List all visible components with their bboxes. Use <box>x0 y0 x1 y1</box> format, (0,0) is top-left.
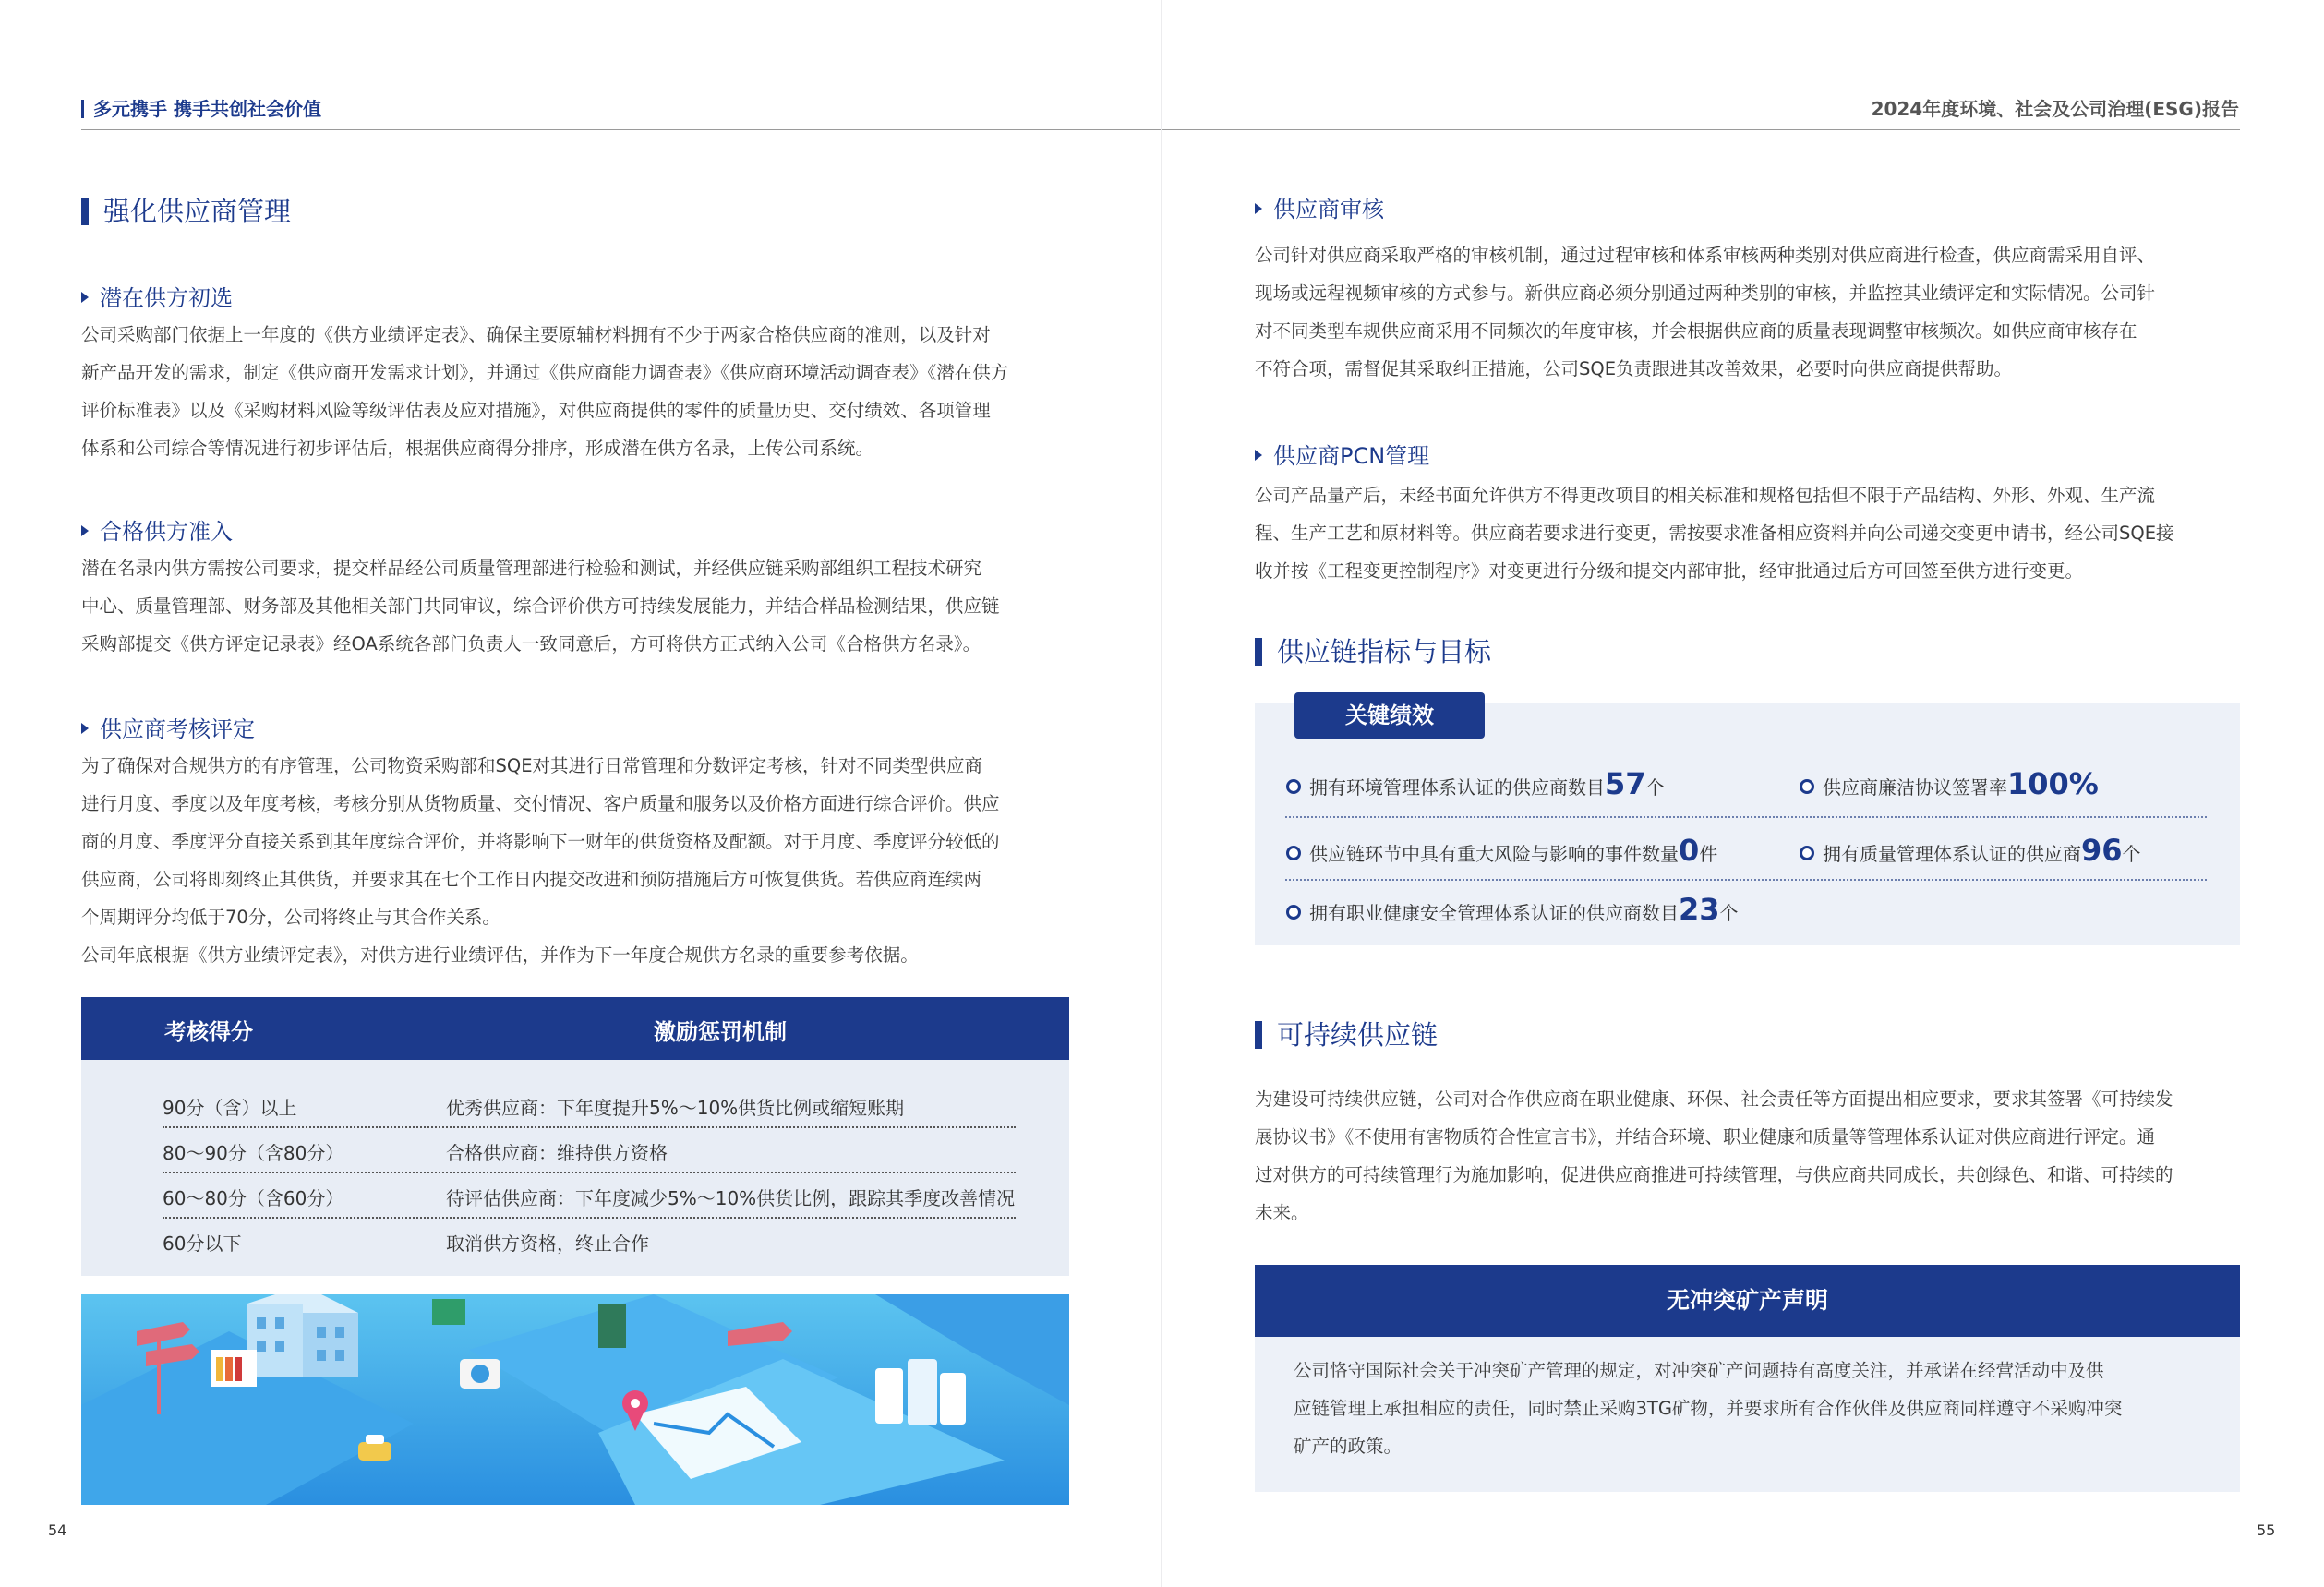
cell-mechanism: 优秀供应商：下年度提升5%～10%供货比例或缩短账期 <box>446 1097 905 1119</box>
title-bar <box>81 198 89 225</box>
text-line: 程、生产工艺和原材料等。供应商若要求进行变更，需按要求准备相应资料并向公司递交变更申请书，经公司SQE接 <box>1255 523 2174 544</box>
sub-title-text: 供应商PCN管理 <box>1273 443 1430 469</box>
sub-title-pcn <box>1255 438 1429 470</box>
kpi-label: 拥有质量管理体系认证的供应商 <box>1823 843 2081 865</box>
sub-title-audit <box>1255 191 1384 223</box>
paragraph-qualified <box>81 549 1069 663</box>
table-header <box>81 997 1069 1060</box>
text-line: 未来。 <box>1255 1202 1309 1223</box>
header-left-title <box>81 94 321 121</box>
text-line: 评价标准表》以及《采购材料风险等级评估表及应对措施》，对供应商提供的零件的质量历史、交付绩效、各项管理 <box>81 400 991 421</box>
table-row <box>163 1082 1016 1128</box>
text-line: 公司采购部门依据上一年度的《供方业绩评定表》、确保主要原辅材料拥有不少于两家合格供应商的准则，以及针对 <box>81 324 991 345</box>
triangle-bullet-icon <box>81 525 89 536</box>
text-line: 对不同类型车规供应商采用不同频次的年度审核，并会根据供应商的质量表现调整审核频次。如供应商审核存在 <box>1255 320 2137 342</box>
text-line: 收并按《工程变更控制程序》对变更进行分级和提交内部审批，经审批通过后方可回签至供方进行变更。 <box>1255 560 2084 582</box>
text-line: 公司针对供应商采取严格的审核机制，通过过程审核和体系审核两种类别对供应商进行检查，供应商需采用自评、 <box>1255 245 2156 266</box>
kpi-value: 96 <box>2081 833 2123 868</box>
cell-score: 90分（含）以上 <box>163 1097 297 1119</box>
kpi-divider <box>1285 816 2207 818</box>
kpi-item <box>1800 766 2099 801</box>
text-line: 商的月度、季度评分直接关系到其年度综合评价，并将影响下一财年的供货资格及配额。对于月度、季度评分较低的 <box>81 831 1000 852</box>
kpi-item <box>1286 833 1717 868</box>
kpi-unit: 件 <box>1699 843 1718 865</box>
cell-score: 60～80分（含60分） <box>163 1187 344 1209</box>
sub-title-text: 潜在供方初选 <box>100 285 233 311</box>
text-line: 公司年底根据《供方业绩评定表》，对供方进行业绩评估，并作为下一年度合规供方名录的重要参考依据。 <box>81 944 919 966</box>
table-row <box>163 1127 1016 1173</box>
cell-mechanism: 待评估供应商：下年度减少5%～10%供货比例，跟踪其季度改善情况 <box>446 1187 1016 1209</box>
sub-title-text: 合格供方准入 <box>100 519 233 545</box>
text-line: 新产品开发的需求，制定《供应商开发需求计划》，并通过《供应商能力调查表》《供应商环境活动调查表》《潜在供方 <box>81 362 1009 383</box>
kpi-item <box>1800 833 2141 868</box>
paragraph-conflict <box>1294 1352 2204 1465</box>
table-row <box>163 1172 1016 1219</box>
kpi-value: 57 <box>1605 766 1646 801</box>
text-line: 矿产的政策。 <box>1294 1436 1403 1457</box>
triangle-bullet-icon <box>81 292 89 303</box>
sub-title-potential <box>81 280 233 312</box>
ring-bullet-icon <box>1286 905 1301 920</box>
section-title-text: 强化供应商管理 <box>103 196 292 227</box>
header-left-text: 多元携手 携手共创社会价值 <box>93 98 321 120</box>
ring-bullet-icon <box>1800 846 1814 860</box>
ring-bullet-icon <box>1800 779 1814 794</box>
text-line: 进行月度、季度以及年度考核，考核分别从货物质量、交付情况、客户质量和服务以及价格方面进行综合评价。供应 <box>81 793 1000 814</box>
column-header-score: 考核得分 <box>164 1019 253 1045</box>
section-title-text: 可持续供应链 <box>1277 1019 1439 1051</box>
kpi-unit: 个 <box>2122 843 2141 865</box>
paragraph-audit <box>1255 236 2240 388</box>
paragraph-potential <box>81 316 1069 467</box>
triangle-bullet-icon <box>1255 450 1262 461</box>
text-line: 为建设可持续供应链，公司对合作供应商在职业健康、环保、社会责任等方面提出相应要求，要求其签署《可持续发 <box>1255 1088 2173 1110</box>
conflict-minerals-title: 无冲突矿产声明 <box>1255 1265 2240 1337</box>
section-title-kpi <box>1255 631 1491 669</box>
text-line: 应链管理上承担相应的责任，同时禁止采购3TG矿物，并要求所有合作伙伴及供应商同样遵守不采购冲突 <box>1294 1398 2123 1419</box>
sub-title-assessment <box>81 711 255 743</box>
cell-score: 60分以下 <box>163 1232 242 1255</box>
header-right-title: 2024年度环境、社会及公司治理(ESG)报告 <box>1871 98 2239 120</box>
kpi-label: 拥有环境管理体系认证的供应商数目 <box>1309 776 1605 799</box>
paragraph-assessment <box>81 747 1069 974</box>
page-number: 54 <box>48 1521 67 1539</box>
ring-bullet-icon <box>1286 779 1301 794</box>
text-line: 供应商，公司将即刻终止其供货，并要求其在七个工作日内提交改进和预防措施后方可恢复供货。若供应商连续两 <box>81 869 982 890</box>
kpi-unit: 个 <box>1645 776 1665 799</box>
title-bar <box>1255 1021 1262 1049</box>
ring-bullet-icon <box>1286 846 1301 860</box>
conflict-minerals-panel <box>1255 1337 2240 1492</box>
sub-title-qualified <box>81 513 233 546</box>
column-header-mechanism: 激励惩罚机制 <box>654 1019 787 1045</box>
header-bar <box>81 100 84 118</box>
text-line: 现场或远程视频审核的方式参与。新供应商必须分别通过两种类别的审核，并监控其业绩评定和实际情况。公司针 <box>1255 283 2156 304</box>
cell-mechanism: 合格供应商：维持供方资格 <box>446 1142 668 1164</box>
section-title-sustainable <box>1255 1015 1438 1052</box>
text-line: 公司产品量产后，未经书面允许供方不得更改项目的相关标准和规格包括但不限于产品结构、外形、外观、生产流 <box>1255 485 2156 506</box>
kpi-value: 23 <box>1679 892 1720 927</box>
text-line: 为了确保对合规供方的有序管理，公司物资采购部和SQE对其进行日常管理和分数评定考核，针对不同类型供应商 <box>81 755 983 776</box>
header-rule <box>81 129 1162 130</box>
text-line: 公司恪守国际社会关于冲突矿产管理的规定，对冲突矿产问题持有高度关注，并承诺在经营活动中及供 <box>1294 1360 2104 1381</box>
kpi-tab-label: 关键绩效 <box>1294 692 1485 739</box>
supply-chain-illustration <box>81 1294 1069 1505</box>
kpi-item <box>1286 766 1665 801</box>
text-line: 不符合项，需督促其采取纠正措施，公司SQE负责跟进其改善效果，必要时向供应商提供帮助。 <box>1255 358 2013 379</box>
kpi-divider <box>1285 879 2207 881</box>
paragraph-pcn <box>1255 476 2240 590</box>
sub-title-text: 供应商审核 <box>1273 197 1384 222</box>
section-title-text: 供应链指标与目标 <box>1277 636 1492 667</box>
table-row <box>163 1218 1016 1262</box>
paragraph-sustainable <box>1255 1080 2240 1232</box>
kpi-item <box>1286 892 1739 927</box>
text-line: 体系和公司综合等情况进行初步评估后，根据供应商得分排序，形成潜在供方名录，上传公司系统。 <box>81 438 874 459</box>
kpi-unit: 个 <box>1719 902 1739 924</box>
title-bar <box>1255 638 1262 666</box>
section-title-supplier-management <box>81 191 291 229</box>
score-table <box>81 997 1069 1276</box>
text-line: 中心、质量管理部、财务部及其他相关部门共同审议，综合评价供方可持续发展能力，并结合样品检测结果，供应链 <box>81 595 1000 617</box>
header-rule <box>1162 129 2240 130</box>
kpi-label: 拥有职业健康安全管理体系认证的供应商数目 <box>1309 902 1679 924</box>
kpi-label: 供应链环节中具有重大风险与影响的事件数量 <box>1309 843 1679 865</box>
text-line: 过对供方的可持续管理行为施加影响，促进供应商推进可持续管理，与供应商共同成长，共创绿色、和谐、可持续的 <box>1255 1164 2173 1185</box>
cell-score: 80～90分（含80分） <box>163 1142 344 1164</box>
triangle-bullet-icon <box>81 723 89 734</box>
cell-mechanism: 取消供方资格，终止合作 <box>446 1232 649 1255</box>
page-number: 55 <box>2257 1521 2276 1539</box>
kpi-label: 供应商廉洁协议签署率 <box>1823 776 2007 799</box>
text-line: 个周期评分均低于70分，公司将终止与其合作关系。 <box>81 907 500 928</box>
kpi-value: 100% <box>2007 766 2099 801</box>
text-line: 采购部提交《供方评定记录表》经OA系统各部门负责人一致同意后，方可将供方正式纳入公司《合格供方名录》。 <box>81 633 981 655</box>
text-line: 展协议书》《不使用有害物质符合性宣言书》，并结合环境、职业健康和质量等管理体系认证对供应商进行评定。通 <box>1255 1126 2156 1148</box>
triangle-bullet-icon <box>1255 203 1262 214</box>
kpi-value: 0 <box>1679 833 1700 868</box>
sub-title-text: 供应商考核评定 <box>100 716 255 742</box>
text-line: 潜在名录内供方需按公司要求，提交样品经公司质量管理部进行检验和测试，并经供应链采购部组织工程技术研究 <box>81 558 982 579</box>
